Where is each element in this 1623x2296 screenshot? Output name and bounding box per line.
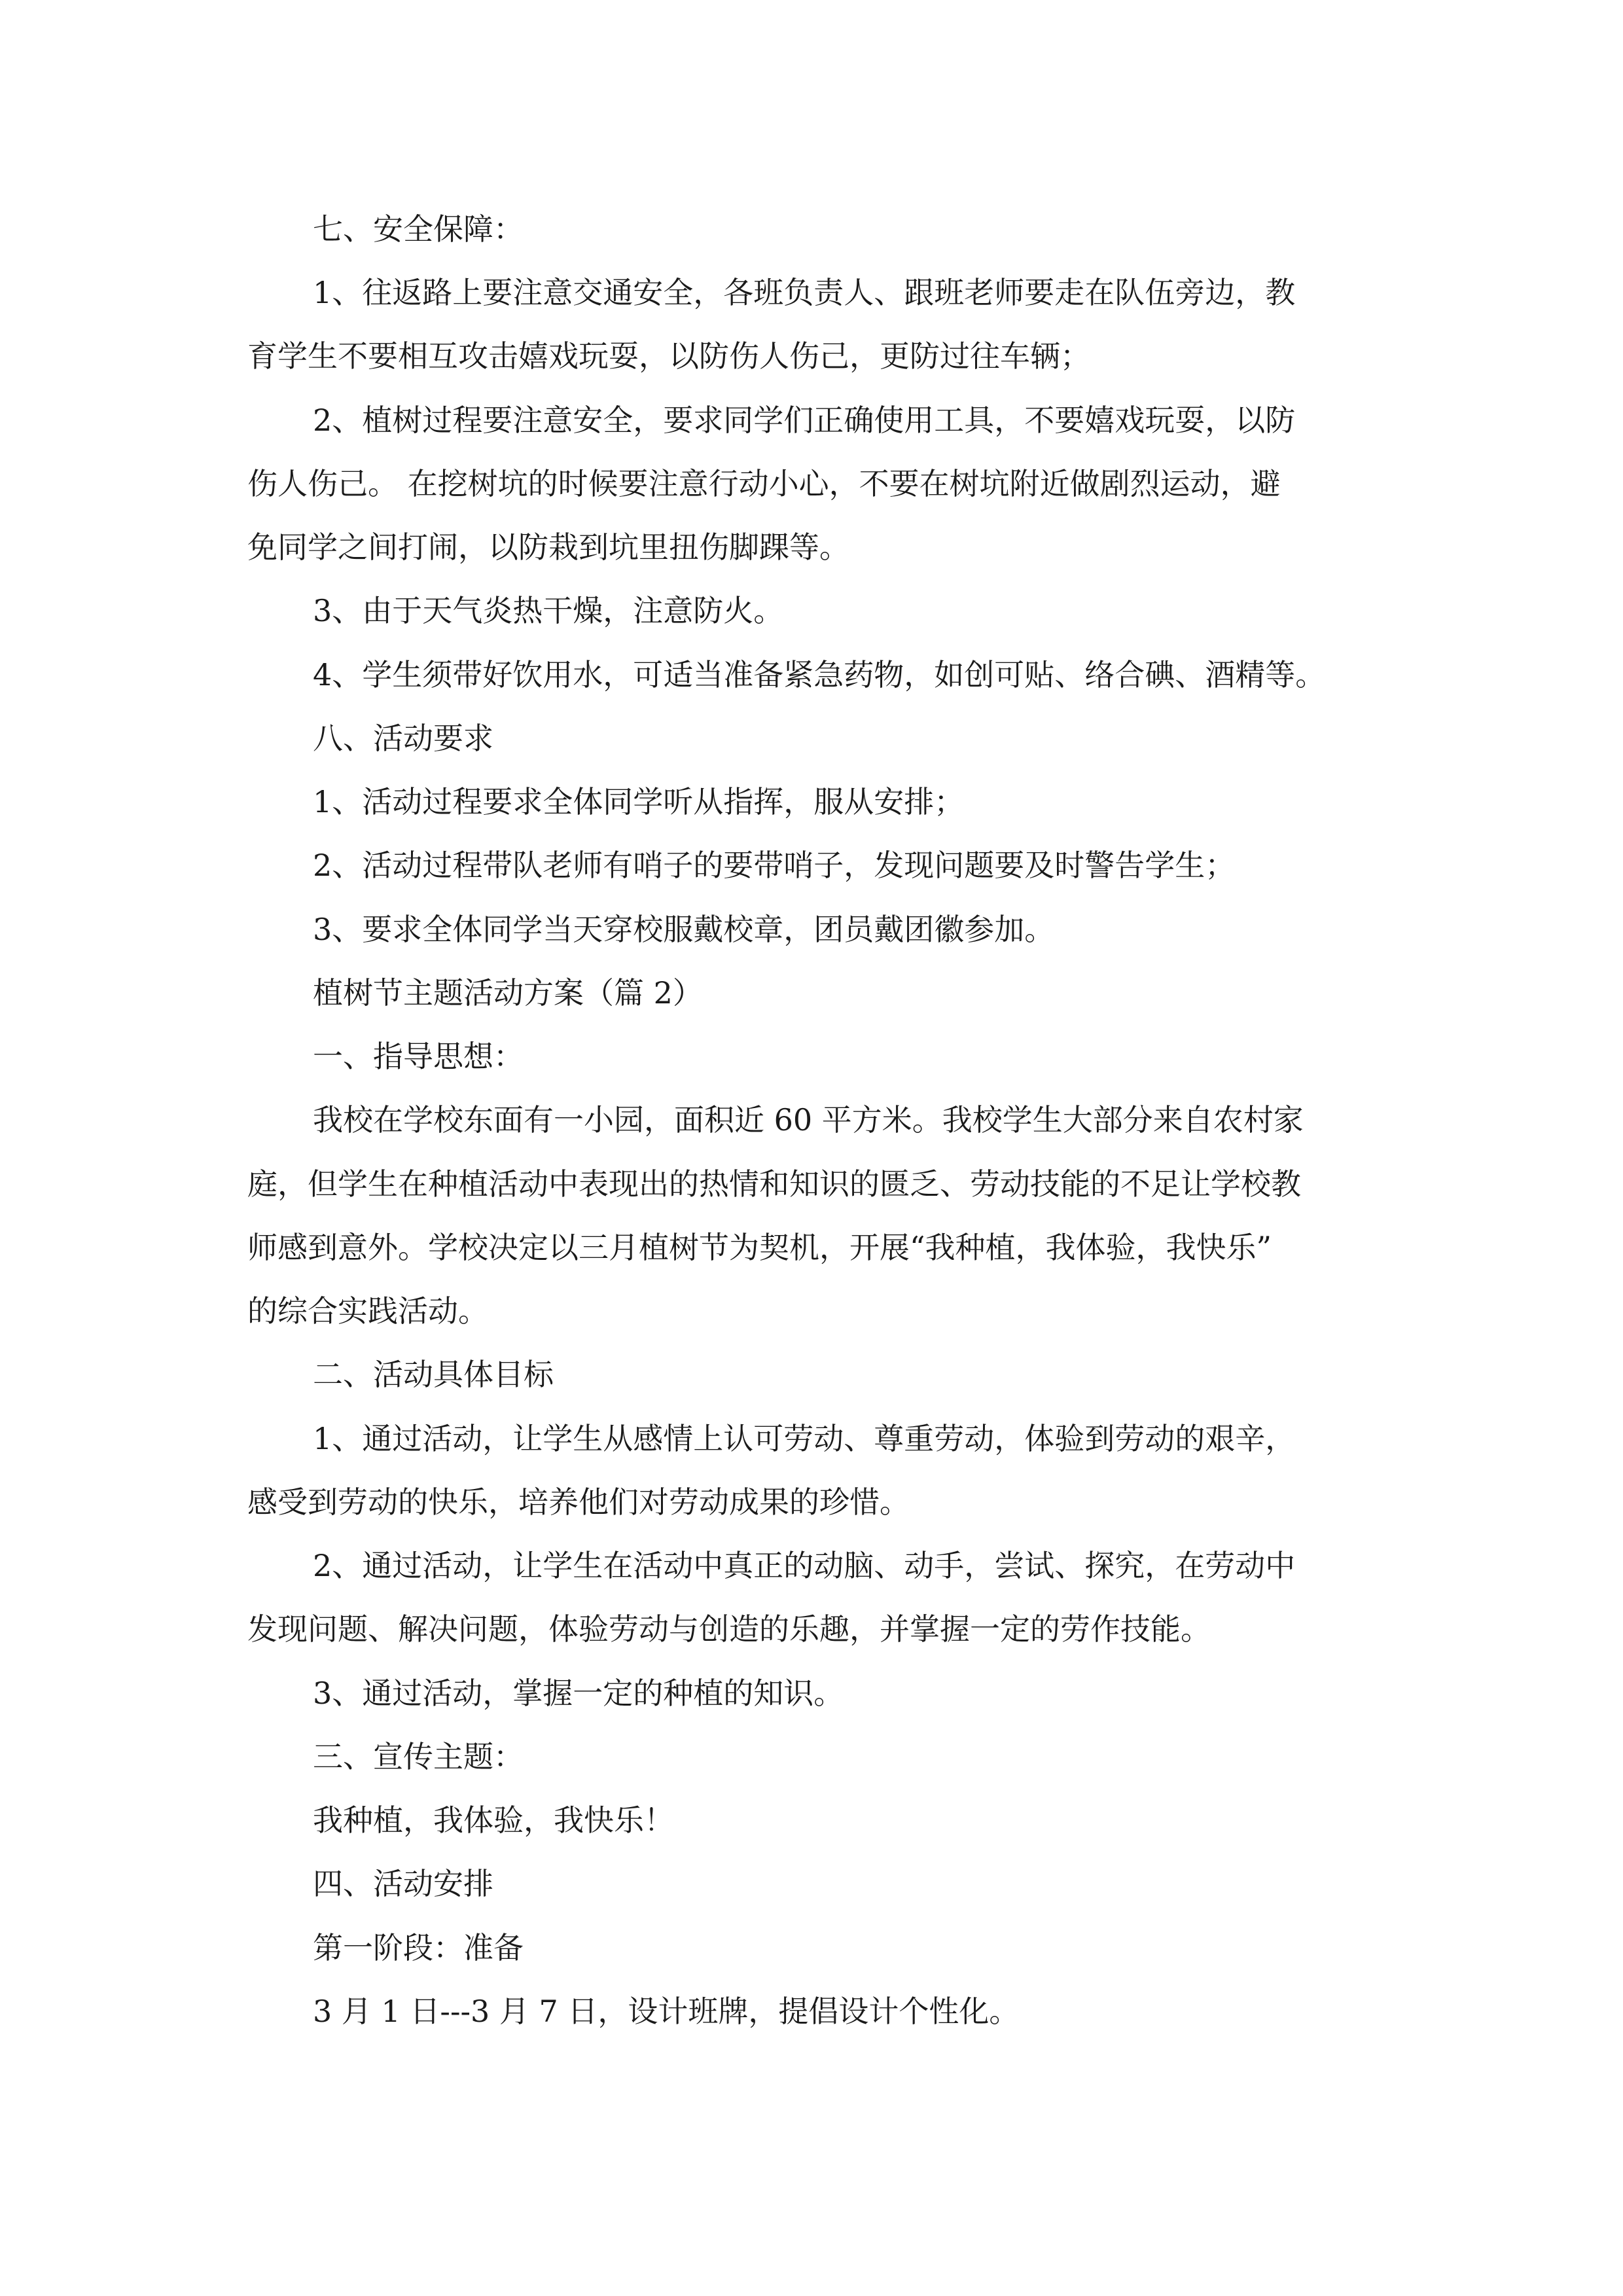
paragraph-line: 的综合实践活动。: [247, 1293, 488, 1329]
section-heading-requirements: 八、活动要求: [313, 721, 493, 756]
section-heading-theme: 三、宣传主题：: [313, 1739, 524, 1774]
paragraph-line: 感受到劳动的快乐，培养他们对劳动成果的珍惜。: [247, 1484, 910, 1520]
document-subtitle: 植树节主题活动方案（篇 2）: [313, 975, 703, 1011]
paragraph-line: 3、要求全体同学当天穿校服戴校章，团员戴团徽参加。: [313, 912, 1055, 947]
paragraph-line: 3、由于天气炎热干燥，注意防火。: [313, 593, 784, 628]
paragraph-line: 我校在学校东面有一小园，面积近 60 平方米。我校学生大部分来自农村家: [313, 1102, 1304, 1138]
paragraph-line: 我种植，我体验，我快乐！: [313, 1803, 674, 1838]
paragraph-line: 1、活动过程要求全体同学听从指挥，服从安排；: [313, 784, 965, 819]
paragraph-line: 庭，但学生在种植活动中表现出的热情和知识的匮乏、劳动技能的不足让学校教: [247, 1166, 1301, 1202]
paragraph-line: 2、植树过程要注意安全，要求同学们正确使用工具，不要嬉戏玩耍，以防: [313, 403, 1296, 438]
paragraph-line: 发现问题、解决问题，体验劳动与创造的乐趣，并掌握一定的劳作技能。: [247, 1611, 1211, 1647]
paragraph-line: 1、往返路上要注意交通安全，各班负责人、跟班老师要走在队伍旁边，教: [313, 275, 1296, 310]
paragraph-line: 2、活动过程带队老师有哨子的要带哨子，发现问题要及时警告学生；: [313, 848, 1236, 883]
paragraph-line: 3 月 1 日---3 月 7 日，设计班牌，提倡设计个性化。: [313, 1994, 1020, 2029]
section-heading-goals: 二、活动具体目标: [313, 1357, 554, 1392]
paragraph-line: 师感到意外。学校决定以三月植树节为契机，开展“我种植，我体验，我快乐”: [247, 1230, 1272, 1265]
paragraph-line: 免同学之间打闹，以防栽到坑里扭伤脚踝等。: [247, 529, 849, 565]
section-heading-safety: 七、安全保障：: [313, 211, 524, 247]
paragraph-line: 1、通过活动，让学生从感情上认可劳动、尊重劳动，体验到劳动的艰辛，: [313, 1421, 1296, 1456]
section-heading-schedule: 四、活动安排: [313, 1866, 493, 1901]
paragraph-line: 4、学生须带好饮用水，可适当准备紧急药物，如创可贴、络合碘、酒精等。: [313, 657, 1326, 692]
paragraph-line: 第一阶段：准备: [313, 1930, 524, 1965]
paragraph-line: 3、通过活动，掌握一定的种植的知识。: [313, 1676, 844, 1711]
section-heading-guiding-thought: 一、指导思想：: [313, 1039, 524, 1074]
paragraph-line: 伤人伤己。 在挖树坑的时候要注意行动小心，不要在树坑附近做剧烈运动，避: [247, 466, 1281, 501]
paragraph-line: 2、通过活动，让学生在活动中真正的动脑、动手，尝试、探究，在劳动中: [313, 1548, 1296, 1583]
paragraph-line: 育学生不要相互攻击嬉戏玩耍，以防伤人伤己，更防过往车辆；: [247, 338, 1090, 374]
